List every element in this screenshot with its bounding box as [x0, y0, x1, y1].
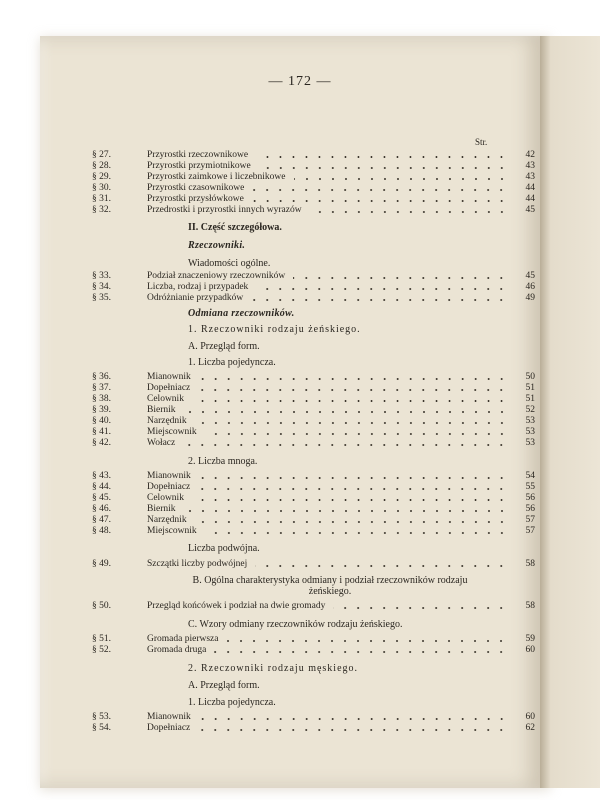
- toc-entry: [0, 194, 600, 204]
- toc-section-heading: A. Przegląd form.: [188, 341, 260, 352]
- toc-section-heading: 1. Liczba pojedyncza.: [188, 357, 276, 368]
- toc-section-number: § 42.: [92, 438, 111, 448]
- toc-page-number: 51: [525, 383, 535, 393]
- toc-section-heading: 1. Liczba pojedyncza.: [188, 697, 276, 708]
- toc-entry: [0, 205, 600, 215]
- page-number: — 172 —: [268, 74, 332, 89]
- dot-leader: [205, 433, 508, 435]
- dot-leader: [199, 718, 508, 720]
- toc-page-number: 43: [525, 172, 535, 182]
- toc-entry: [0, 383, 600, 393]
- toc-entry-title: Podział znaczeniowy rzeczowników: [147, 271, 286, 281]
- toc-entry-title: Dopełniacz: [147, 482, 191, 492]
- toc-page-number: 42: [525, 150, 535, 160]
- toc-entry: [0, 471, 600, 481]
- toc-page-number: 53: [525, 438, 535, 448]
- toc-page-number: 58: [525, 559, 535, 569]
- toc-entry: [0, 645, 600, 655]
- toc-page-number: 49: [525, 293, 535, 303]
- toc-entry-title: Przyrostki przymiotnikowe: [147, 161, 251, 171]
- toc-page-number: 46: [525, 282, 535, 292]
- toc-page-number: 53: [525, 427, 535, 437]
- toc-page-number: 51: [525, 394, 535, 404]
- toc-section-number: § 44.: [92, 482, 111, 492]
- toc-entry-title: Przyrostki przysłówkowe: [147, 194, 244, 204]
- toc-entry: [0, 183, 600, 193]
- toc-entry: [0, 515, 600, 525]
- toc-entry-title: Gromada pierwsza: [147, 634, 219, 644]
- toc-entry-title: Celownik: [147, 394, 184, 404]
- dot-leader: [192, 499, 508, 501]
- toc-entry-title: Przedrostki i przyrostki innych wyrazów: [147, 205, 302, 215]
- dot-leader: [333, 607, 508, 609]
- toc-entry: [0, 372, 600, 382]
- toc-entry: [0, 394, 600, 404]
- dot-leader: [184, 510, 509, 512]
- dot-leader: [195, 521, 508, 523]
- toc-page-number: 60: [525, 645, 535, 655]
- toc-section-number: § 34.: [92, 282, 111, 292]
- toc-section-heading: C. Wzory odmiany rzeczowników rodzaju żeńskiego.: [188, 619, 403, 630]
- toc-entry-title: Mianownik: [147, 712, 191, 722]
- toc-entry-title: Celownik: [147, 493, 184, 503]
- toc-entry: [0, 161, 600, 171]
- toc-entry: [0, 482, 600, 492]
- toc-section-number: § 29.: [92, 172, 111, 182]
- toc-section-number: § 35.: [92, 293, 111, 303]
- toc-entry: [0, 634, 600, 644]
- toc-section-heading: 2. Rzeczowniki rodzaju męskiego.: [188, 663, 359, 674]
- dot-leader: [293, 277, 508, 279]
- toc-entry: [0, 601, 600, 611]
- toc-section-number: § 47.: [92, 515, 111, 525]
- toc-section-number: § 32.: [92, 205, 111, 215]
- pages-column-label: Str.: [475, 137, 488, 147]
- toc-entry-title: Biernik: [147, 405, 176, 415]
- toc-section-number: § 36.: [92, 372, 111, 382]
- toc-entry-title: Mianownik: [147, 471, 191, 481]
- toc-entry-title: Przyrostki zaimkowe i liczebnikowe: [147, 172, 286, 182]
- toc-page-number: 44: [525, 183, 535, 193]
- toc-section-heading: A. Przegląd form.: [188, 680, 260, 691]
- toc-page-number: 50: [525, 372, 535, 382]
- toc-section-number: § 51.: [92, 634, 111, 644]
- toc-page-number: 43: [525, 161, 535, 171]
- toc-entry: [0, 504, 600, 514]
- toc-section-number: § 49.: [92, 559, 111, 569]
- toc-entry-title: Biernik: [147, 504, 176, 514]
- dot-leader: [199, 477, 508, 479]
- toc-page-number: 56: [525, 493, 535, 503]
- toc-section-heading: Wiadomości ogólne.: [188, 258, 271, 269]
- toc-entry-title: Przegląd końcówek i podział na dwie gromady: [147, 601, 326, 611]
- toc-page-number: 52: [525, 405, 535, 415]
- toc-section-heading: Odmiana rzeczowników.: [188, 308, 295, 319]
- dot-leader: [205, 532, 508, 534]
- toc-entry: [0, 526, 600, 536]
- toc-entry: [0, 271, 600, 281]
- toc-entry-title: Liczba, rodzaj i przypadek: [147, 282, 249, 292]
- toc-section-heading: Rzeczowniki.: [188, 240, 246, 251]
- toc-entry-title: Dopełniacz: [147, 383, 191, 393]
- dot-leader: [183, 444, 508, 446]
- toc-page-number: 44: [525, 194, 535, 204]
- dot-leader: [198, 488, 508, 490]
- toc-entry-title: Przyrostki rzeczownikowe: [147, 150, 249, 160]
- toc-entry-title: Narzędnik: [147, 416, 187, 426]
- toc-section-number: § 46.: [92, 504, 111, 514]
- toc-page-number: 59: [525, 634, 535, 644]
- toc-section-number: § 53.: [92, 712, 111, 722]
- toc-entry: [0, 427, 600, 437]
- toc-entry: [0, 405, 600, 415]
- toc-entry: [0, 493, 600, 503]
- toc-entry: [0, 172, 600, 182]
- dot-leader: [198, 389, 508, 391]
- toc-entry-title: Miejscownik: [147, 526, 197, 536]
- toc-page-number: 62: [525, 723, 535, 733]
- toc-page-number: 53: [525, 416, 535, 426]
- toc-entry: [0, 723, 600, 733]
- toc-entry-title: Mianownik: [147, 372, 191, 382]
- toc-section-heading: II. Część szczegółowa.: [188, 222, 282, 233]
- toc-entry: [0, 559, 600, 569]
- toc-section-number: § 39.: [92, 405, 111, 415]
- toc-section-number: § 33.: [92, 271, 111, 281]
- dot-leader: [195, 422, 508, 424]
- toc-entry-title: Szczątki liczby podwójnej: [147, 559, 248, 569]
- dot-leader: [310, 211, 508, 213]
- dot-leader: [294, 178, 508, 180]
- dot-leader: [199, 378, 508, 380]
- toc-section-heading: 2. Liczba mnoga.: [188, 456, 258, 467]
- toc-page-number: 45: [525, 271, 535, 281]
- dot-leader: [252, 200, 508, 202]
- dot-leader: [226, 640, 508, 642]
- toc-entry: [0, 438, 600, 448]
- dot-leader: [184, 411, 509, 413]
- dot-leader: [256, 288, 508, 290]
- toc-page-number: 45: [525, 205, 535, 215]
- dot-leader: [252, 189, 508, 191]
- dot-leader: [198, 729, 508, 731]
- toc-page-number: 54: [525, 471, 535, 481]
- toc-section-number: § 38.: [92, 394, 111, 404]
- toc-section-heading: Liczba podwójna.: [188, 543, 260, 554]
- toc-section-heading: B. Ogólna charakterystyka odmiany i podział rzeczowników rodzaju żeńskiego.: [192, 575, 468, 597]
- toc-entry: [0, 293, 600, 303]
- toc-entry: [0, 282, 600, 292]
- dot-leader: [214, 651, 508, 653]
- toc-section-number: § 45.: [92, 493, 111, 503]
- toc-entry-title: Przyrostki czasownikowe: [147, 183, 245, 193]
- dot-leader: [251, 299, 508, 301]
- toc-section-number: § 48.: [92, 526, 111, 536]
- toc-entry-title: Odróżnianie przypadków: [147, 293, 244, 303]
- toc-section-number: § 37.: [92, 383, 111, 393]
- toc-entry-title: Gromada druga: [147, 645, 207, 655]
- toc-page-number: 57: [525, 526, 535, 536]
- dot-leader: [192, 400, 508, 402]
- toc-page-number: 56: [525, 504, 535, 514]
- dot-leader: [256, 156, 508, 158]
- toc-section-number: § 30.: [92, 183, 111, 193]
- dot-leader: [255, 565, 508, 567]
- toc-section-number: § 40.: [92, 416, 111, 426]
- dot-leader: [259, 167, 508, 169]
- toc-section-heading: 1. Rzeczowniki rodzaju żeńskiego.: [188, 324, 361, 335]
- toc-entry-title: Wołacz: [147, 438, 176, 448]
- toc-section-number: § 54.: [92, 723, 111, 733]
- toc-section-number: § 52.: [92, 645, 111, 655]
- toc-entry: [0, 712, 600, 722]
- toc-section-number: § 43.: [92, 471, 111, 481]
- toc-entry-title: Narzędnik: [147, 515, 187, 525]
- toc-entry-title: Miejscownik: [147, 427, 197, 437]
- toc-entry-title: Dopełniacz: [147, 723, 191, 733]
- toc-section-number: § 27.: [92, 150, 111, 160]
- toc-entry: [0, 150, 600, 160]
- toc-page-number: 57: [525, 515, 535, 525]
- toc-section-number: § 28.: [92, 161, 111, 171]
- toc-section-number: § 31.: [92, 194, 111, 204]
- toc-page-number: 55: [525, 482, 535, 492]
- toc-entry: [0, 416, 600, 426]
- toc-page-number: 58: [525, 601, 535, 611]
- toc-section-number: § 41.: [92, 427, 111, 437]
- toc-page-number: 60: [525, 712, 535, 722]
- toc-section-number: § 50.: [92, 601, 111, 611]
